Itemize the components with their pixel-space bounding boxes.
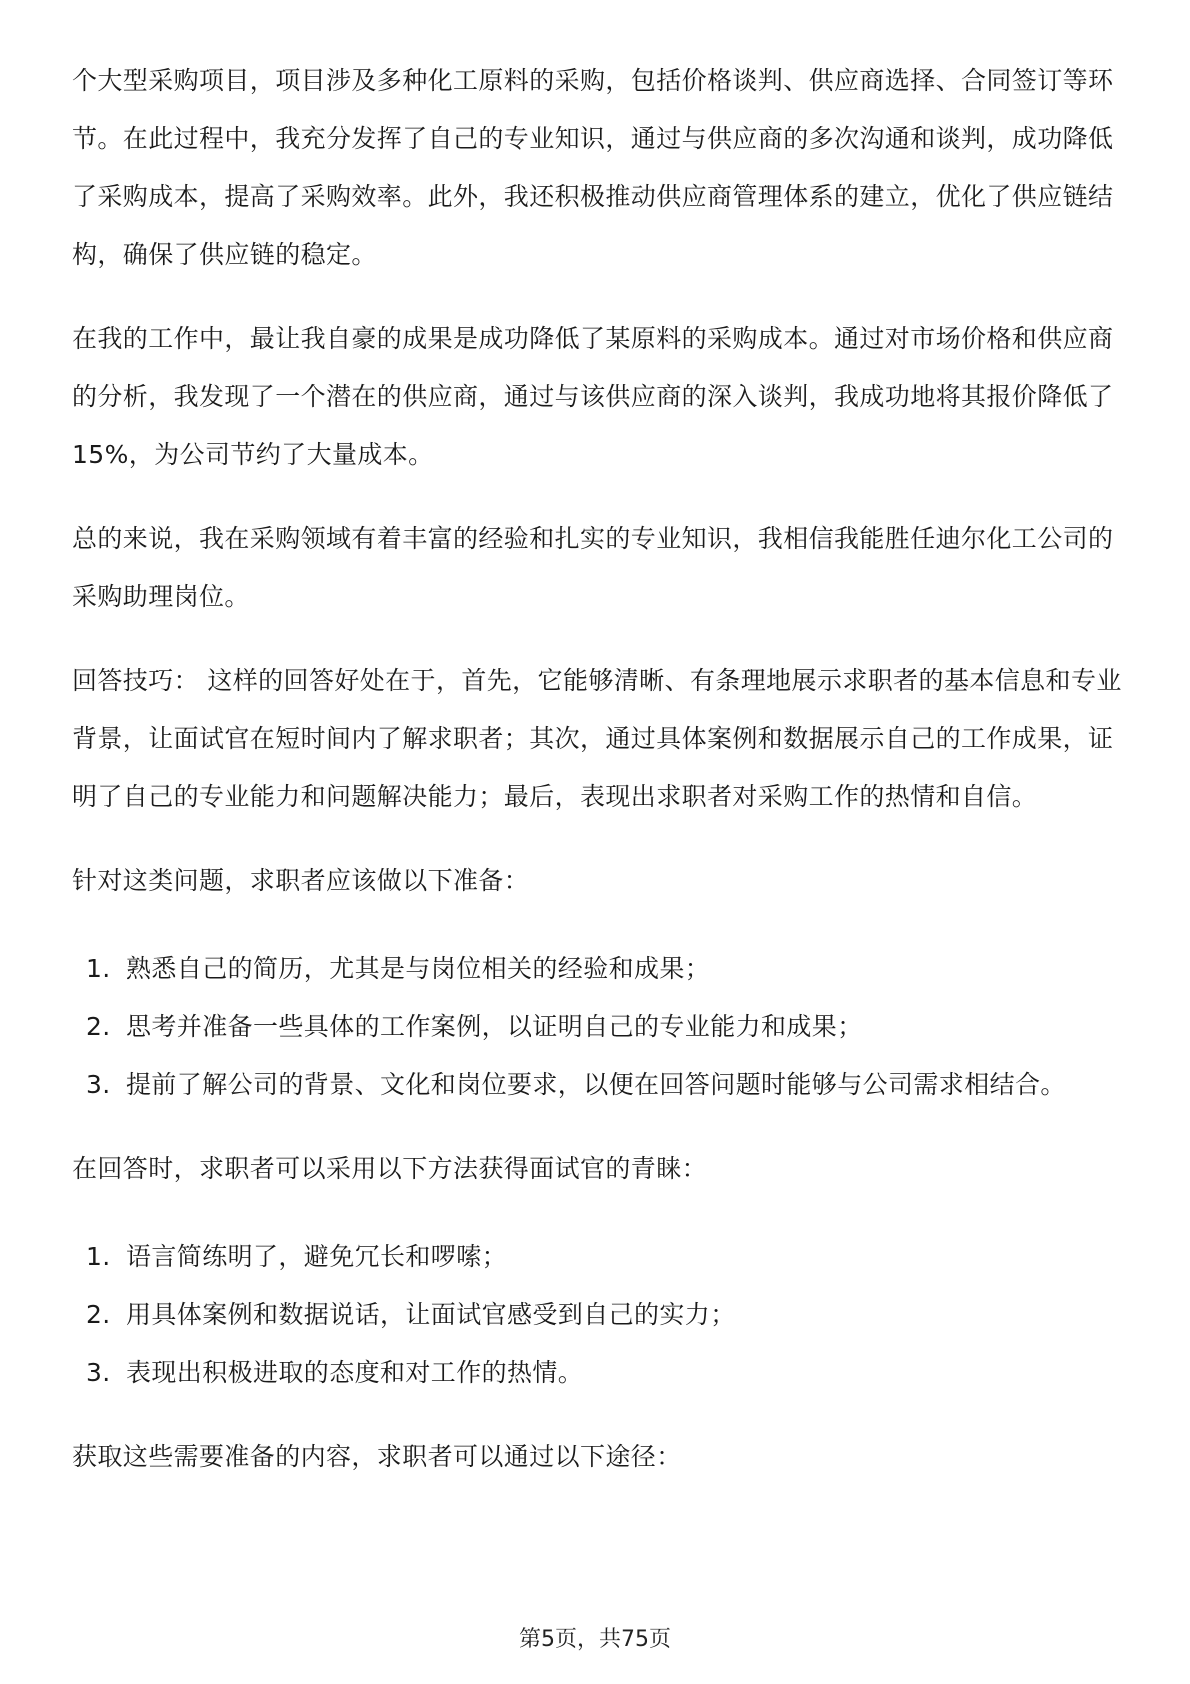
list-item-number: 3.: [86, 1070, 111, 1099]
list-item: [72, 940, 1122, 998]
document-body: [72, 52, 1122, 1516]
list-item-text: 思考并准备一些具体的工作案例，以证明自己的专业能力和成果；: [126, 1012, 863, 1041]
list-item-number: 2.: [86, 1012, 111, 1041]
list-item-text: 提前了解公司的背景、文化和岗位要求，以便在回答问题时能够与公司需求相结合。: [126, 1070, 1066, 1099]
paragraph-methods-intro: 在回答时，求职者可以采用以下方法获得面试官的青睐：: [72, 1154, 708, 1183]
list-item-number: 2.: [86, 1300, 111, 1329]
paragraph-preparation-intro: 针对这类问题，求职者应该做以下准备：: [72, 866, 530, 895]
list-item: [72, 1056, 1122, 1114]
paragraph-summary: 总的来说，我在采购领域有着丰富的经验和扎实的专业知识，我相信我能胜任迪尔化工公司的采购助理岗位。: [72, 524, 1114, 611]
list-item: [72, 1228, 1122, 1286]
list-item: [72, 1344, 1122, 1402]
paragraph-achievement: 在我的工作中，最让我自豪的成果是成功降低了某原料的采购成本。通过对市场价格和供应商的分析，我发现了一个潜在的供应商，通过与该供应商的深入谈判，我成功地将其报价降低了15%，为公司节约了大量成本。: [72, 324, 1114, 469]
list-item-text: 用具体案例和数据说话，让面试官感受到自己的实力；: [126, 1300, 736, 1329]
methods-list: [72, 1228, 1122, 1402]
list-item-text: 熟悉自己的简历，尤其是与岗位相关的经验和成果；: [126, 954, 711, 983]
list-item-text: 语言简练明了，避免冗长和啰嗦；: [126, 1242, 508, 1271]
list-item: [72, 998, 1122, 1056]
list-item-number: 1.: [86, 954, 111, 983]
paragraph-sources-intro: 获取这些需要准备的内容，求职者可以通过以下途径：: [72, 1442, 682, 1471]
paragraph-project: 个大型采购项目，项目涉及多种化工原料的采购，包括价格谈判、供应商选择、合同签订等环节。在此过程中，我充分发挥了自己的专业知识，通过与供应商的多次沟通和谈判，成功降低了采购成本，提高了采购效率。此外，我还积极推动供应商管理体系的建立，优化了供应链结构，确保了供应链的稳定。: [72, 66, 1114, 269]
page-number-footer: 第5页，共75页: [519, 1627, 671, 1652]
list-item-number: 1.: [86, 1242, 111, 1271]
list-item-number: 3.: [86, 1358, 111, 1387]
list-item-text: 表现出积极进取的态度和对工作的热情。: [126, 1358, 584, 1387]
paragraph-answer-tips: 回答技巧： 这样的回答好处在于，首先，它能够清晰、有条理地展示求职者的基本信息和专业背景，让面试官在短时间内了解求职者；其次，通过具体案例和数据展示自己的工作成果，证明了自己的专业能力和问题解决能力；最后，表现出求职者对采购工作的热情和自信。: [72, 666, 1122, 811]
preparation-list: [72, 940, 1122, 1114]
list-item: [72, 1286, 1122, 1344]
